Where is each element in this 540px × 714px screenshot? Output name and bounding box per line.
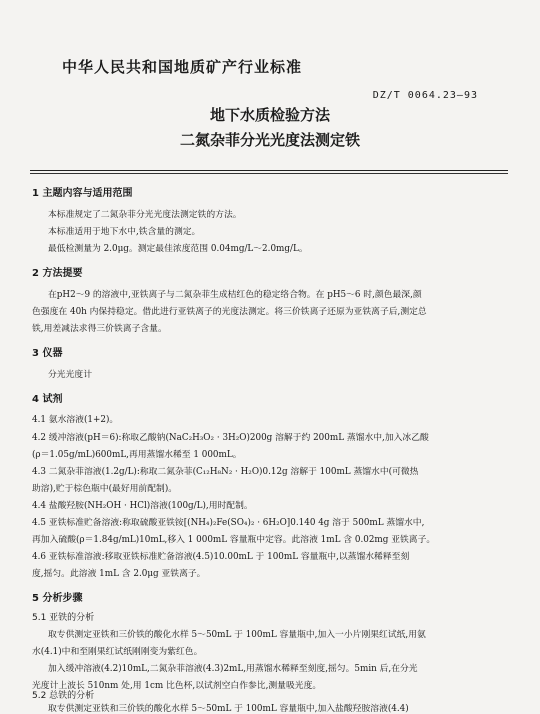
reagent-4-2-line-1: 4.2 缓冲溶液(pH＝6):称取乙酸钠(NaC₂H₃O₂ · 3H₂O)200g 溶解于约 200mL 蒸馏水中,加入冰乙酸: [32, 433, 429, 443]
section-1-para-2: 本标准适用于地下水中,铁含量的测定。: [48, 227, 201, 237]
section-1-para-1: 本标准规定了二氮杂菲分光光度法测定铁的方法。: [48, 210, 242, 220]
section-4-heading: 4 试剂: [32, 394, 63, 405]
step-5-1-line-1: 取专供测定亚铁和三价铁的酸化水样 5～50mL 于 100mL 容量瓶中,加入一小片刚果红试纸,用氨: [48, 630, 426, 640]
reagent-4-6-line-2: 度,摇匀。此溶液 1mL 含 2.0μg 亚铁离子。: [32, 569, 206, 579]
title-line-1: 地下水质检验方法: [209, 106, 330, 124]
section-3-heading: 3 仪器: [32, 348, 63, 359]
reagent-4-4: 4.4 盐酸羟胺(NH₂OH · HCl)溶液(100g/L),用时配制。: [32, 501, 253, 511]
section-1-heading: 1 主题内容与适用范围: [32, 188, 133, 199]
section-2-line-1: 在pH2～9 的溶液中,亚铁离子与二氮杂菲生成桔红色的稳定络合物。在 pH5～6 时,颜色最深,颜: [48, 290, 422, 300]
reagent-4-3-line-2: 助溶),贮于棕色瓶中(最好用前配制)。: [32, 484, 178, 494]
subsection-5-1-heading: 5.1 亚铁的分析: [32, 613, 95, 623]
section-2-line-2: 色强度在 40h 内保持稳定。借此进行亚铁离子的光度法测定。将三价铁离子还原为亚铁离子后,测定总: [32, 307, 427, 317]
step-5-1-line-3: 加入缓冲溶液(4.2)10mL,二氮杂菲溶液(4.3)2mL,用蒸馏水稀释至刻度,摇匀。5min 后,在分光: [48, 664, 418, 674]
section-2-line-3: 铁,用差减法求得三价铁离子含量。: [32, 324, 167, 334]
title-divider-thick: [30, 170, 508, 171]
standard-code: DZ/T 0064.23—93: [372, 90, 478, 101]
reagent-4-6-line-1: 4.6 亚铁标准溶液:移取亚铁标准贮备溶液(4.5)10.00mL 于 100mL 容量瓶中,以蒸馏水稀释至刻: [32, 552, 410, 562]
step-5-1-line-2: 水(4.1)中和至刚果红试纸刚刚变为紫红色。: [32, 647, 203, 657]
reagent-4-5-line-2: 再加入硫酸(ρ＝1.84g/mL)10mL,移入 1 000mL 容量瓶中定容。此溶液 1mL 含 0.02mg 亚铁离子。: [32, 535, 436, 545]
section-5-heading: 5 分析步骤: [32, 593, 83, 604]
subsection-5-2-heading: 5.2 总铁的分析: [32, 691, 95, 701]
section-3-para-1: 分光光度计: [48, 370, 92, 380]
reagent-4-2-line-2: (ρ＝1.05g/mL)600mL,再用蒸馏水稀至 1 000mL。: [32, 450, 242, 460]
section-1-para-3: 最低检测量为 2.0μg。测定最佳浓度范围 0.04mg/L～2.0mg/L。: [48, 244, 308, 254]
section-2-heading: 2 方法提要: [32, 268, 83, 279]
step-5-1-line-4: 光度计上波长 510nm 处,用 1cm 比色杯,以试剂空白作参比,测量吸光度。: [32, 681, 322, 691]
reagent-4-3-line-1: 4.3 二氮杂菲溶液(1.2g/L):称取二氮杂菲(C₁₂H₈N₂ · H₂O)0.12g 溶解于 100mL 蒸馏水中(可微热: [32, 467, 419, 477]
step-5-2-line-1: 取专供测定亚铁和三价铁的酸化水样 5～50mL 于 100mL 容量瓶中,加入盐酸羟胺溶液(4.4): [48, 704, 409, 714]
title-divider-thin: [30, 173, 508, 174]
reagent-4-5-line-1: 4.5 亚铁标准贮备溶液:称取硫酸亚铁铵[(NH₄)₂Fe(SO₄)₂ · 6H₂O]0.140 4g 溶于 500mL 蒸馏水中,: [32, 518, 425, 528]
reagent-4-1: 4.1 氨水溶液(1+2)。: [32, 415, 119, 425]
agency-header: 中华人民共和国地质矿产行业标准: [62, 58, 303, 76]
title-line-2: 二氮杂菲分光光度法测定铁: [179, 131, 360, 149]
